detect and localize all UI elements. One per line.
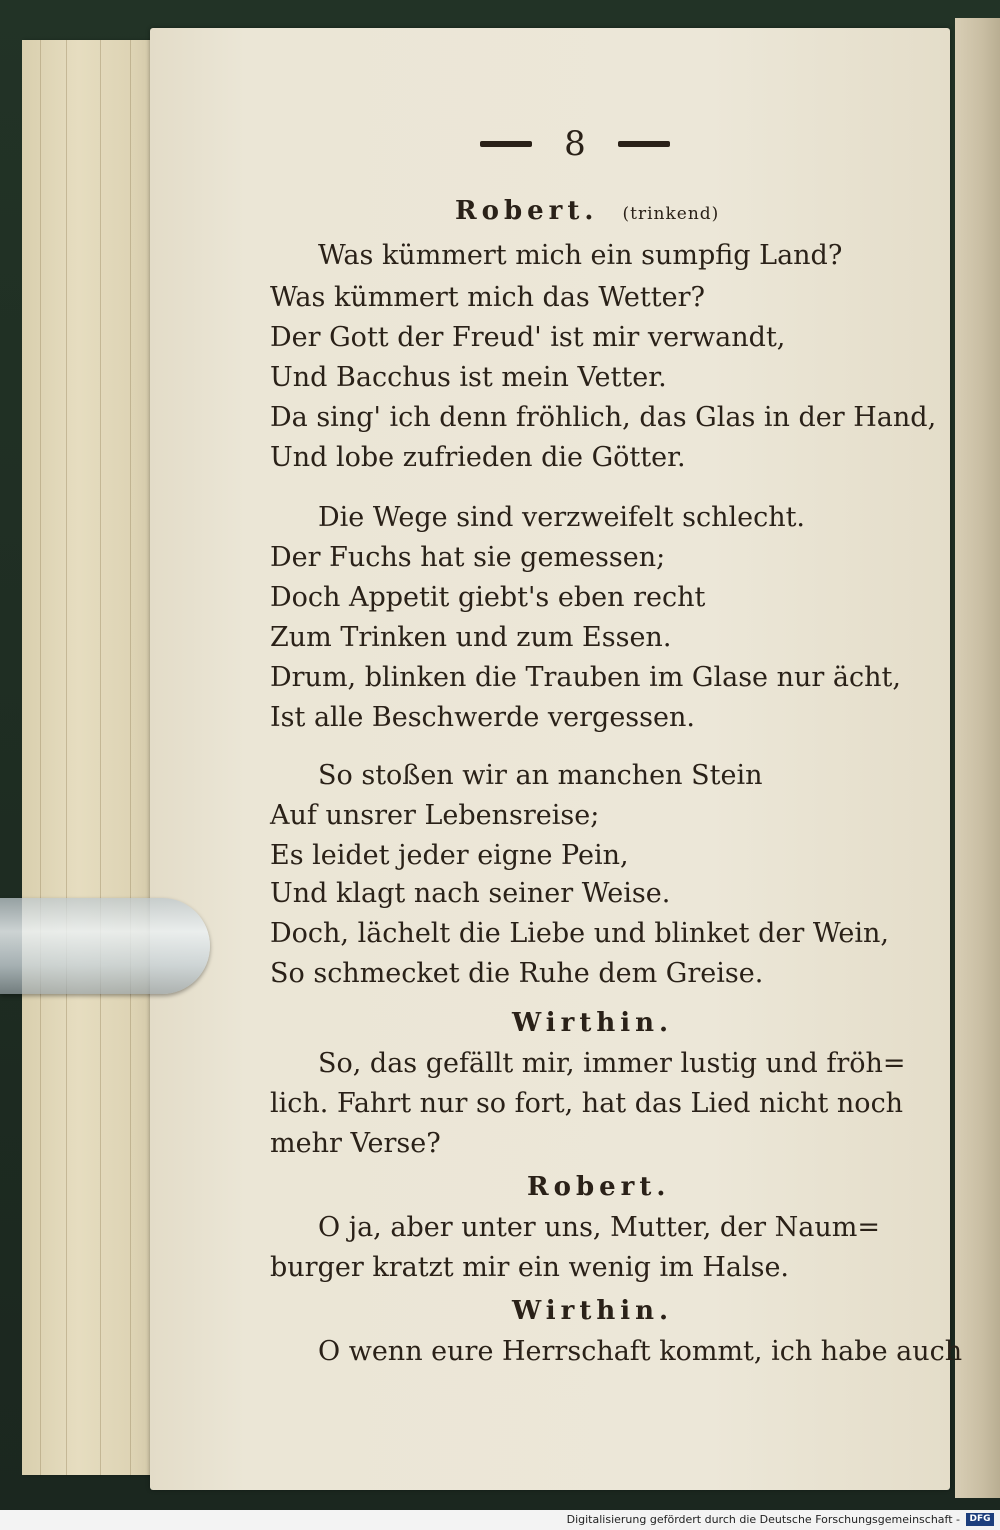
verse-line: So schmecket die Ruhe dem Greise. [270, 958, 764, 989]
prose-line: burger kratzt mir ein wenig im Halse. [270, 1252, 790, 1283]
prose-line: mehr Verse? [270, 1128, 441, 1159]
speaker-robert-heading: Robert. [527, 1172, 671, 1202]
header-dash-right [618, 141, 670, 147]
verse-line: Der Gott der Freud' ist mir verwandt, [270, 322, 786, 353]
prose-line: So, das gefällt mir, immer lustig und fröh= [318, 1048, 906, 1079]
footer-credit: Digitalisierung gefördert durch die Deutsche Forschungsgemeinschaft - [566, 1513, 960, 1526]
dfg-logo: DFG [966, 1513, 994, 1526]
verse-line: Was kümmert mich ein sumpfig Land? [318, 240, 843, 271]
verse-line: Was kümmert mich das Wetter? [270, 282, 705, 313]
speaker-wirthin-heading: Wirthin. [512, 1296, 674, 1326]
verse-line: Da sing' ich denn fröhlich, das Glas in der Hand, [270, 402, 937, 433]
verse-line: Die Wege sind verzweifelt schlecht. [318, 502, 806, 533]
verse-line: Ist alle Beschwerde vergessen. [270, 702, 695, 733]
page-holder-ruler [0, 898, 210, 994]
verse-line: Drum, blinken die Trauben im Glase nur ächt, [270, 662, 901, 693]
facing-page-edge [955, 18, 1000, 1498]
prose-line: lich. Fahrt nur so fort, hat das Lied nicht noch [270, 1088, 904, 1119]
page-header [480, 124, 670, 164]
page-number: 8 [564, 124, 586, 164]
verse-line: Doch Appetit giebt's eben recht [270, 582, 706, 613]
stage-direction: (trinkend) [622, 204, 720, 224]
page-stack-edge [22, 40, 162, 1475]
prose-line: O wenn eure Herrschaft kommt, ich habe auch [318, 1336, 963, 1367]
verse-line: Und lobe zufrieden die Götter. [270, 442, 686, 473]
verse-line: Auf unsrer Lebensreise; [270, 800, 600, 831]
prose-line: O ja, aber unter uns, Mutter, der Naum= [318, 1212, 881, 1243]
footer-bar [0, 1510, 1000, 1530]
verse-line: Doch, lächelt die Liebe und blinket der Wein, [270, 918, 889, 949]
verse-line: Es leidet jeder eigne Pein, [270, 840, 629, 871]
verse-line: Zum Trinken und zum Essen. [270, 622, 672, 653]
speaker-wirthin-heading: Wirthin. [512, 1008, 674, 1038]
verse-line: So stoßen wir an manchen Stein [318, 760, 763, 791]
verse-line: Und Bacchus ist mein Vetter. [270, 362, 667, 393]
speaker-robert-heading: Robert. (trinkend) [455, 196, 720, 226]
header-dash-left [480, 141, 532, 147]
verse-line: Der Fuchs hat sie gemessen; [270, 542, 666, 573]
verse-line: Und klagt nach seiner Weise. [270, 878, 671, 909]
